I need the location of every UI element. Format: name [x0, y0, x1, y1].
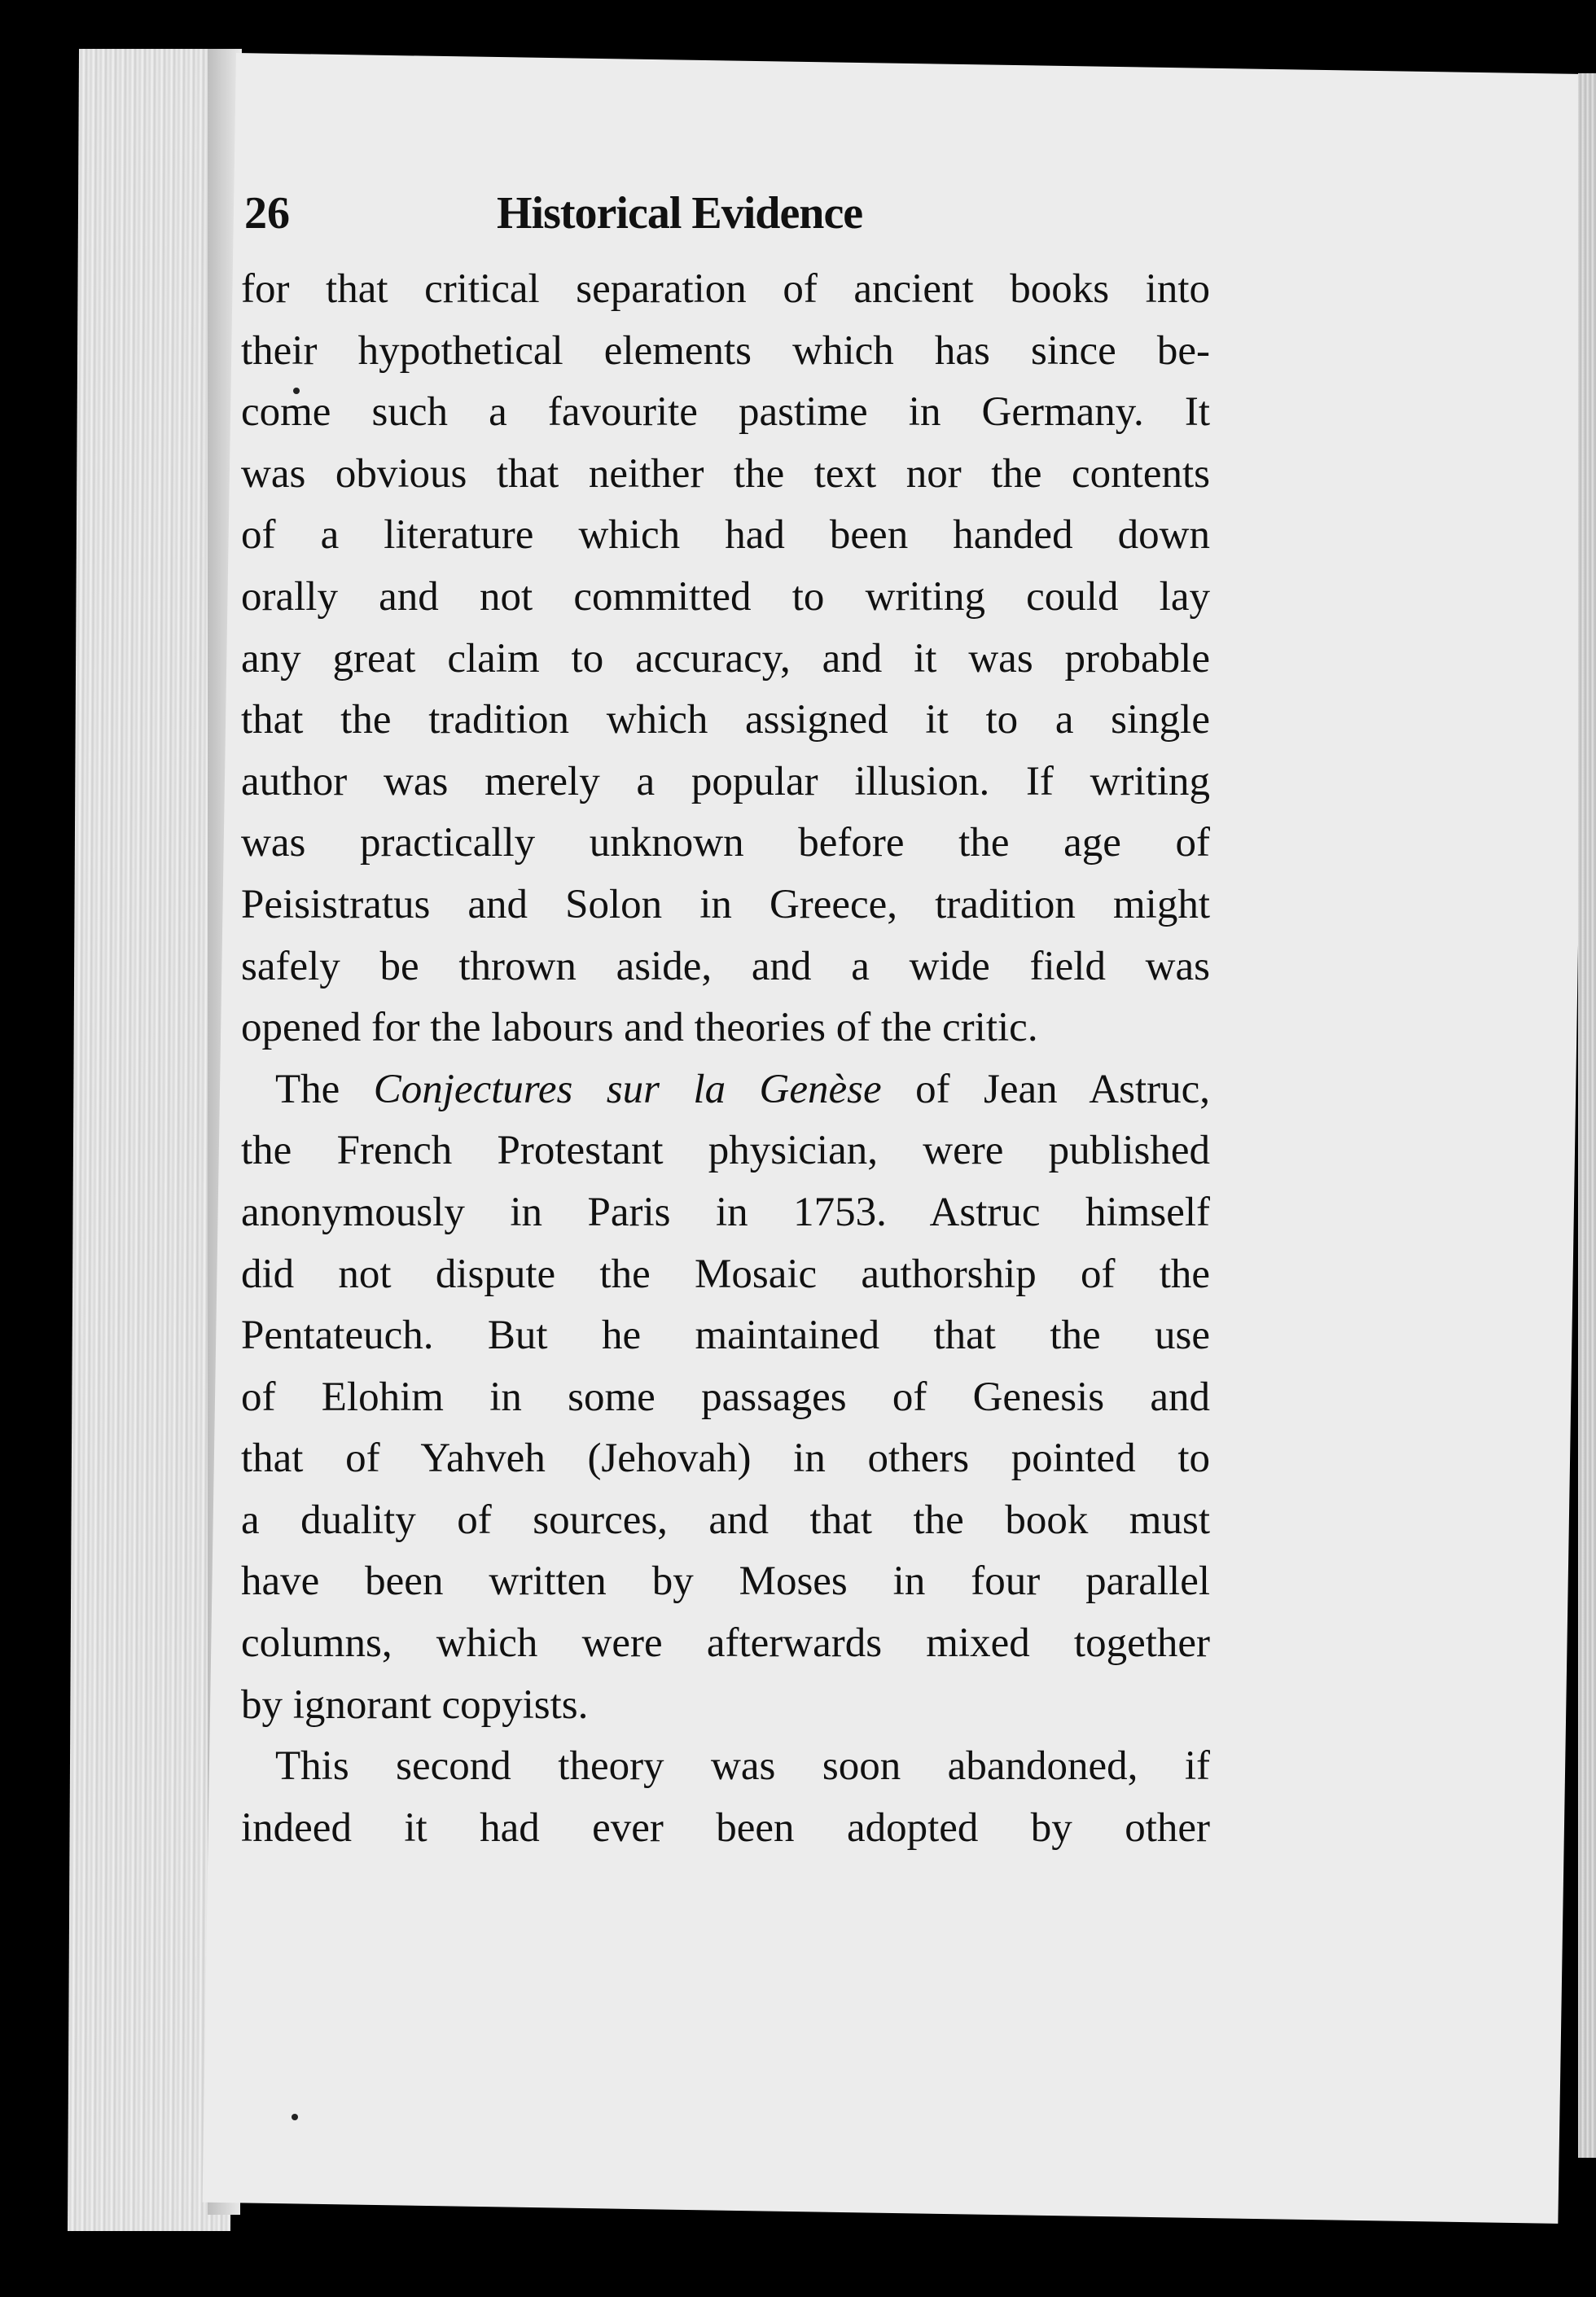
- text-line: columns, which were afterwards mixed together: [241, 1620, 1210, 1667]
- book-title-italic: Conjectures sur la Genèse: [373, 1066, 882, 1112]
- text-line: safely be thrown aside, and a wide field was: [241, 943, 1210, 989]
- text-run: The: [275, 1066, 374, 1112]
- text-line: come such a favourite pastime in Germany. It: [241, 389, 1210, 436]
- text-line: their hypothetical elements which has since be-: [241, 327, 1210, 374]
- text-line: was obvious that neither the text nor the contents: [241, 450, 1210, 497]
- text-line: of Elohim in some passages of Genesis and: [241, 1374, 1210, 1420]
- text-line: for that critical separation of ancient books into: [241, 266, 1210, 312]
- paragraph-2: [241, 1059, 1210, 1737]
- running-title: Historical Evidence: [497, 188, 863, 239]
- text-line: [241, 1059, 1210, 1121]
- paragraph-3: [241, 1736, 1210, 1859]
- text-line: was practically unknown before the age of: [241, 820, 1210, 866]
- text-line: that the tradition which assigned it to a single: [241, 697, 1210, 743]
- text-line: of a literature which had been handed down: [241, 512, 1210, 559]
- text-line: have been written by Moses in four parallel: [241, 1558, 1210, 1605]
- text-line: that of Yahveh (Jehovah) in others pointed to: [241, 1436, 1210, 1482]
- page-header: [244, 187, 1221, 252]
- text-line: This second theory was soon abandoned, if: [275, 1743, 1210, 1790]
- text-line: indeed it had ever been adopted by other: [241, 1804, 1210, 1851]
- text-line: any great claim to accuracy, and it was probable: [241, 635, 1210, 682]
- speck-mark: [292, 2114, 298, 2120]
- page-number: 26: [244, 188, 290, 239]
- text-line: Peisistratus and Solon in Greece, tradition might: [241, 881, 1210, 927]
- text-line: opened for the labours and theories of the critic.: [241, 1005, 1038, 1051]
- text-line: author was merely a popular illusion. If writing: [241, 758, 1210, 804]
- body-text: [241, 259, 1210, 1859]
- text-line: anonymously in Paris in 1753. Astruc himself: [241, 1189, 1210, 1235]
- text-line: the French Protestant physician, were published: [241, 1128, 1210, 1174]
- text-run: of Jean Astruc,: [881, 1066, 1210, 1112]
- paragraph-1: [241, 259, 1210, 1059]
- text-line: did not dispute the Mosaic authorship of the: [241, 1251, 1210, 1297]
- text-line: by ignorant copyists.: [241, 1681, 589, 1728]
- text-line: orally and not committed to writing could lay: [241, 573, 1210, 620]
- text-line: a duality of sources, and that the book must: [241, 1497, 1210, 1543]
- text-line: Pentateuch. But he maintained that the use: [241, 1313, 1210, 1359]
- right-page-edge: [1578, 73, 1596, 2158]
